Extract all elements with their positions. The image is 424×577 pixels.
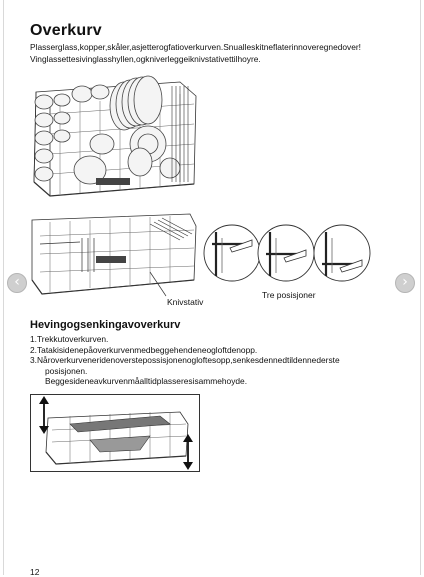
step-2: 2.Tatakisidenepåoverkurvenmedbeggehendeneogloftdenopp. [30, 344, 258, 355]
section-heading: Hevingogsenkingavoverkurv [30, 319, 181, 331]
three-positions-label: Tre posisjoner [262, 290, 316, 300]
step-1: 1.Trekkutoverkurven. [30, 334, 109, 344]
prev-page-button[interactable]: ‹ [7, 273, 27, 293]
intro-text [30, 42, 390, 65]
page-left-edge [3, 0, 4, 575]
step-3: 3.Nåroverkurveneridenoverstepossisjonenogloftesopp,senkesdennedtildennederste [30, 355, 340, 366]
instruction-steps [30, 334, 390, 387]
page-right-edge [420, 0, 421, 575]
step-3-cont-2: Beggesideneavkurvenmåalltidplasseresisammehoyde. [45, 376, 248, 387]
knife-rack-illustration [30, 210, 200, 300]
knife-rack-label: Knivstativ [167, 297, 204, 307]
basket-height-illustration [30, 394, 200, 472]
step-3-cont-1: posisjonen. [45, 365, 88, 376]
page-number: 12 [30, 567, 40, 577]
intro-line-1: Plasserglass,kopper,skåler,asjetterogfatioverkurven.Snualleskitneflaterinnoveregnedover! [30, 42, 361, 52]
three-positions-illustration [202, 218, 380, 288]
intro-line-2: Vinglassettesivinglasshyllen,ogkniverleggeiknivstativettilhoyre. [30, 53, 261, 64]
page-title: Overkurv [30, 22, 102, 39]
upper-basket-illustration [30, 74, 200, 202]
next-page-button[interactable]: › [395, 273, 415, 293]
